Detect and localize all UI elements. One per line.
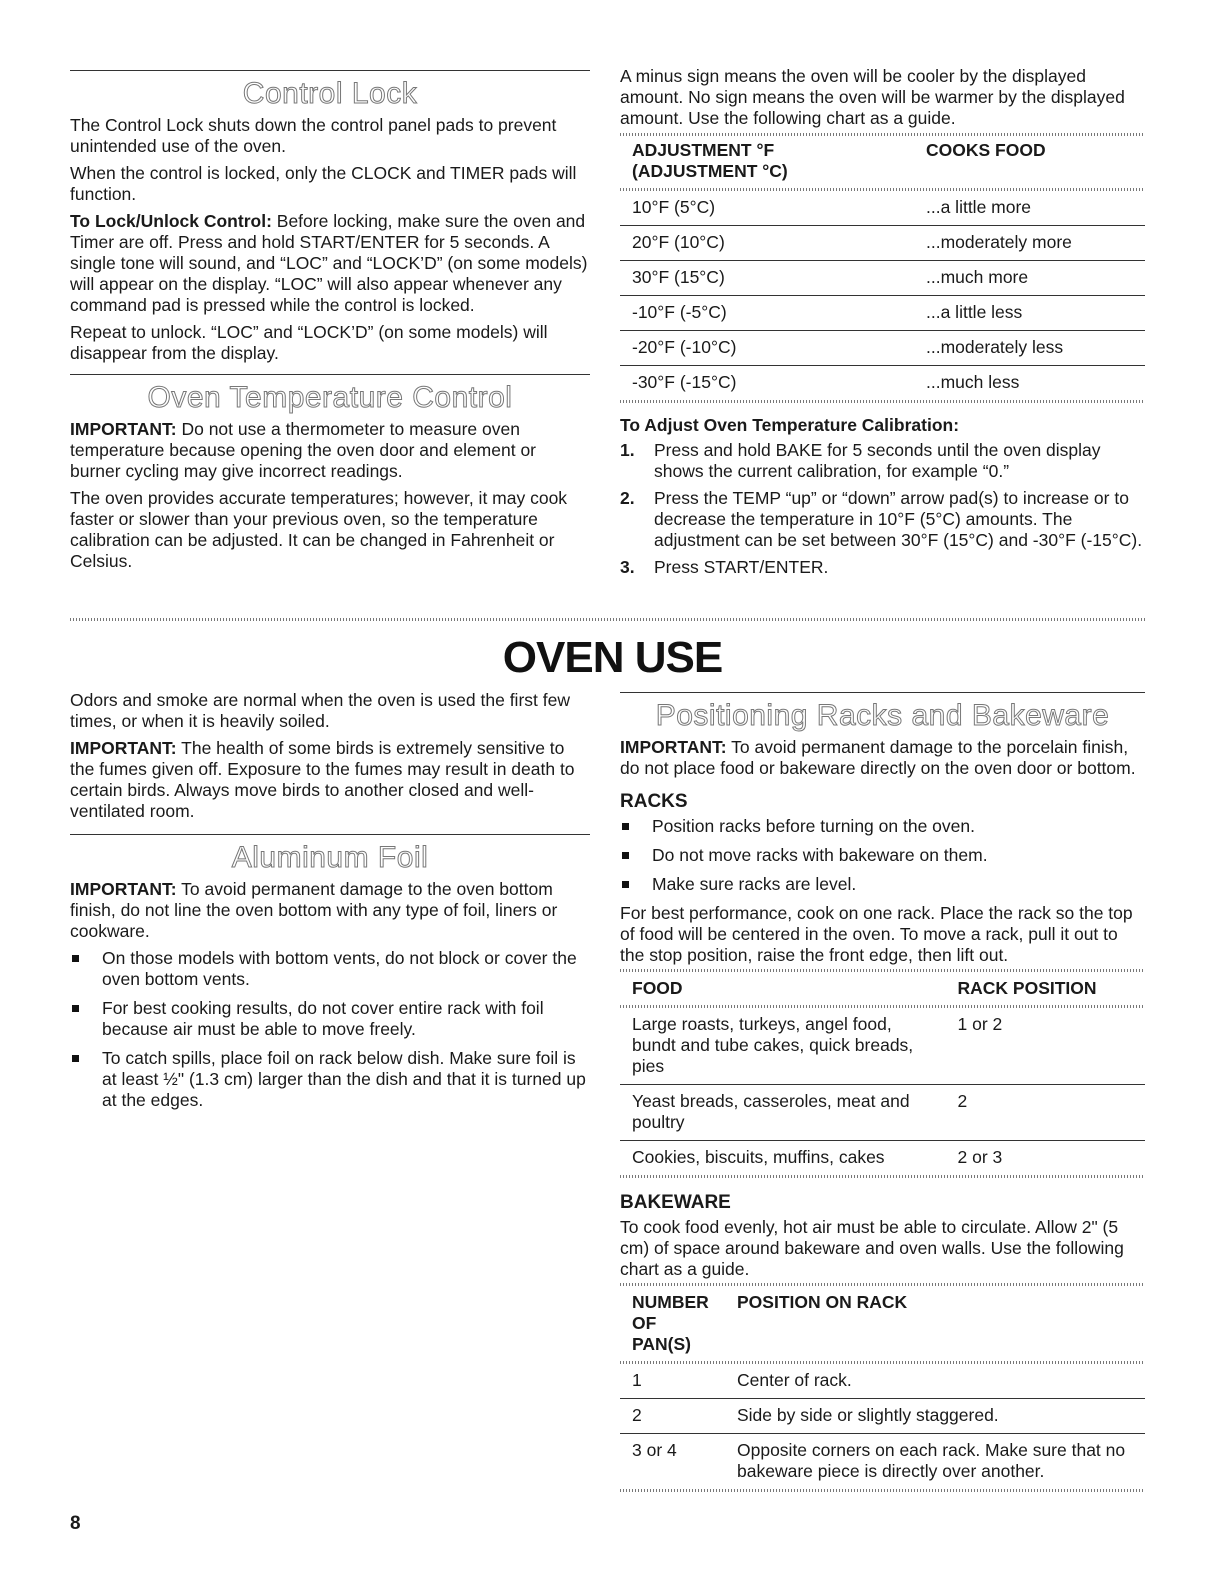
table-cell: 10°F (5°C) (620, 191, 914, 226)
column-header: POSITION ON RACK (737, 1292, 908, 1312)
paragraph: The Control Lock shuts down the control panel pads to prevent unintended use of the oven. (70, 115, 557, 156)
calibration-table (620, 136, 1145, 188)
table-cell: ...moderately less (914, 331, 1145, 366)
step-item (620, 557, 1145, 578)
step-item (620, 488, 1145, 551)
table-cell: Yeast breads, casseroles, meat and poultry (620, 1085, 946, 1141)
section-heading: Oven Temperature Control (147, 381, 513, 414)
section-heading: Positioning Racks and Bakeware (655, 699, 1110, 732)
table-cell: Center of rack. (725, 1364, 1145, 1399)
table-cell: 2 (946, 1085, 1146, 1141)
label: IMPORTANT: (70, 419, 177, 439)
page-title: OVEN USE (502, 633, 723, 682)
calibration-section (620, 66, 1145, 584)
table-cell: 30°F (15°C) (620, 261, 914, 296)
list-item: For best cooking results, do not cover entire rack with foil because air must be able to move freely. (70, 998, 590, 1040)
table-rule (620, 1489, 1145, 1492)
table-cell: ...a little more (914, 191, 1145, 226)
step-number: 3. (620, 557, 635, 577)
table-cell: 2 or 3 (957, 1147, 1003, 1167)
list-item: Position racks before turning on the oven. (620, 816, 1145, 837)
paragraph: The oven provides accurate temperatures; however, it may cook faster or slower than your previous oven, so the temperature calibration can be adjusted. It can be changed in Fahrenheit or Celsius. (70, 488, 568, 571)
section-rule (70, 374, 590, 375)
rack-table-body (620, 1008, 1145, 1175)
paragraph (620, 737, 1145, 779)
table-rule (620, 400, 1145, 403)
text: Do not use a thermometer to measure oven temperature because opening the oven door and element or burner cycling may give incorrect readings. (70, 419, 537, 481)
control-lock-section (70, 70, 590, 578)
label: To Lock/Unlock Control: (70, 211, 272, 231)
table-row (620, 1008, 1145, 1085)
column-header: RACK POSITION (957, 978, 1097, 998)
table-cell: ...a little less (914, 296, 1145, 331)
steps-list (620, 440, 1145, 578)
table-cell: ...much less (926, 372, 1020, 392)
table-row (620, 1399, 1145, 1434)
table-cell: ...much more (914, 261, 1145, 296)
table-cell: 2 (620, 1399, 725, 1434)
label: IMPORTANT: (70, 738, 177, 758)
page-divider (70, 618, 1145, 621)
bullet-list (620, 816, 1145, 895)
table-cell: 1 (620, 1364, 725, 1399)
section-heading: Control Lock (242, 77, 418, 110)
table-cell: -30°F (-15°C) (632, 372, 737, 392)
step-text: Press and hold BAKE for 5 seconds until the oven display shows the current calibration, for example “0.” (654, 440, 1101, 481)
table-cell: ...moderately more (914, 226, 1145, 261)
paragraph (70, 879, 590, 942)
column-header: FOOD (632, 978, 683, 998)
label: IMPORTANT: (70, 879, 177, 899)
list-item: To catch spills, place foil on rack below dish. Make sure foil is at least ½" (1.3 cm) larger than the dish and that it is turned up at the edges. (70, 1048, 590, 1111)
table-row (620, 1434, 1145, 1490)
table-cell: -20°F (-10°C) (620, 331, 914, 366)
table-cell: 1 or 2 (946, 1008, 1146, 1085)
paragraph: To cook food evenly, hot air must be able to circulate. Allow 2" (5 cm) of space around bakeware and oven walls. Use the following chart as a guide. (620, 1217, 1124, 1279)
calibration-table-body (620, 191, 1145, 400)
table-cell: Side by side or slightly staggered. (725, 1399, 1145, 1434)
table-cell: 3 or 4 (632, 1440, 677, 1460)
racks-section (620, 692, 1145, 1492)
column-header: COOKS FOOD (926, 140, 1046, 160)
table-row (620, 366, 1145, 401)
oven-use-section (70, 690, 590, 1119)
list-item: Make sure racks are level. (620, 874, 1145, 895)
subheading: BAKEWARE (620, 1192, 731, 1213)
paragraph (70, 211, 590, 316)
table-cell: 20°F (10°C) (620, 226, 914, 261)
step-text: Press the TEMP “up” or “down” arrow pad(s) to increase or to decrease the temperature in 10°F (5°C) amounts. The adjustment can be set between 30°F (15°C) and -30°F (-15°C). (654, 488, 1143, 550)
table-row (620, 191, 1145, 226)
column-header: ADJUSTMENT °F (ADJUSTMENT °C) (632, 140, 788, 181)
table-row (620, 1364, 1145, 1399)
text: The health of some birds is extremely sensitive to the fumes given off. Exposure to the fumes may result in death to certain birds. Always move birds to another closed and well-ventilated room. (70, 738, 575, 821)
step-text: Press START/ENTER. (654, 557, 829, 577)
bullet-list (70, 948, 590, 1111)
section-rule (70, 834, 590, 835)
bakeware-table-body (620, 1364, 1145, 1489)
paragraph: A minus sign means the oven will be cooler by the displayed amount. No sign means the oven will be warmer by the displayed amount. Use the following chart as a guide. (620, 66, 1125, 128)
text: To avoid permanent damage to the oven bottom finish, do not line the oven bottom with any type of foil, liners or cookware. (70, 879, 558, 941)
list-item: On those models with bottom vents, do not block or cover the oven bottom vents. (70, 948, 590, 990)
table-row (620, 1141, 1145, 1176)
list-item: Do not move racks with bakeware on them. (620, 845, 1145, 866)
table-row (620, 331, 1145, 366)
table-row (620, 261, 1145, 296)
paragraph: For best performance, cook on one rack. Place the rack so the top of food will be centered in the oven. To move a rack, pull it out to the stop position, raise the front edge, then lift out. (620, 903, 1133, 965)
table-row (620, 226, 1145, 261)
section-rule (620, 692, 1145, 693)
table-row (620, 1085, 1145, 1141)
bakeware-table-header (620, 1286, 1145, 1361)
paragraph (70, 419, 590, 482)
subheading: RACKS (620, 791, 688, 812)
step-item (620, 440, 1145, 482)
text: To avoid permanent damage to the porcelain finish, do not place food or bakeware directly on the oven door or bottom. (620, 737, 1136, 778)
column-header: NUMBER OF PAN(S) (632, 1292, 709, 1354)
step-number: 1. (620, 440, 635, 460)
section-heading: Aluminum Foil (231, 841, 429, 874)
paragraph: When the control is locked, only the CLOCK and TIMER pads will function. (70, 163, 577, 204)
table-cell: Large roasts, turkeys, angel food, bundt and tube cakes, quick breads, pies (620, 1008, 946, 1085)
paragraph (70, 738, 590, 822)
rack-table-header (620, 972, 1145, 1005)
table-rule (620, 1175, 1145, 1178)
label: IMPORTANT: (620, 737, 727, 757)
section-rule (70, 70, 590, 71)
page-number: 8 (70, 1513, 81, 1534)
table-cell: Opposite corners on each rack. Make sure that no bakeware piece is directly over another. (737, 1440, 1126, 1481)
paragraph: Odors and smoke are normal when the oven is used the first few times, or when it is heavily soiled. (70, 690, 570, 731)
steps-title: To Adjust Oven Temperature Calibration: (620, 415, 960, 435)
table-row (620, 296, 1145, 331)
paragraph: Repeat to unlock. “LOC” and “LOCK’D” (on some models) will disappear from the display. (70, 322, 548, 363)
table-cell: -10°F (-5°C) (620, 296, 914, 331)
table-cell: Cookies, biscuits, muffins, cakes (632, 1147, 885, 1167)
step-number: 2. (620, 488, 635, 508)
text: Before locking, make sure the oven and Timer are off. Press and hold START/ENTER for 5 seconds. A single tone will sound, and “LOC” and “LOCK’D” (on some models) will appear on the display. “LOC” will also appear whenever any command pad is pressed while the control is locked. (70, 211, 588, 315)
